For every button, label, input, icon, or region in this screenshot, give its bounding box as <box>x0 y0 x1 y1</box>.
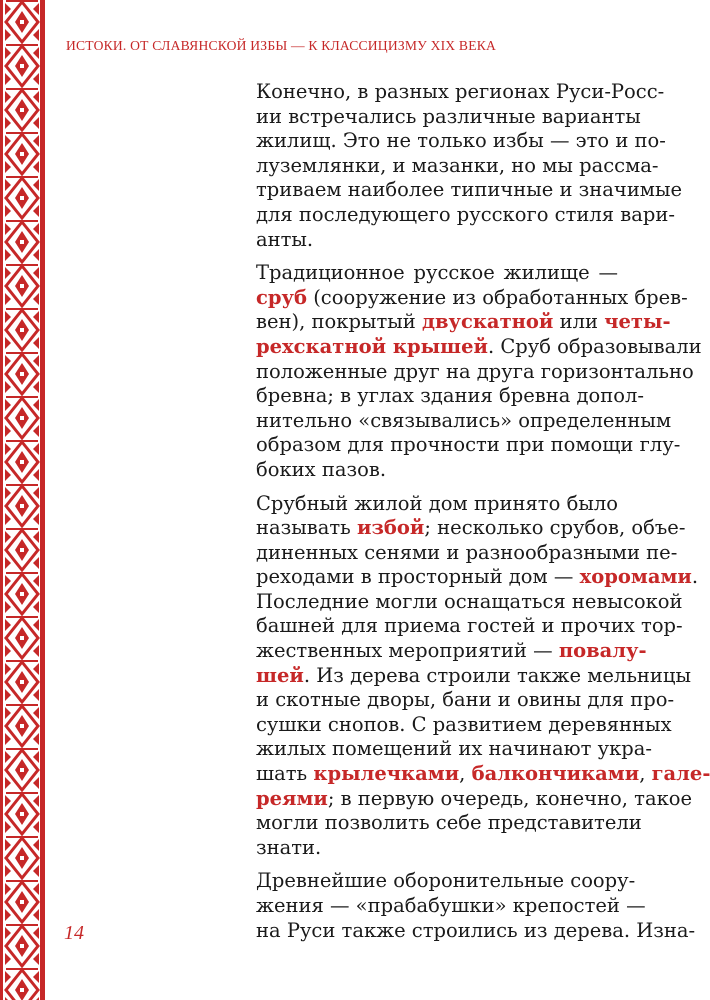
text-run: реходами в просторный дом — <box>256 565 580 589</box>
text-run: . Сруб образовывали <box>487 334 702 358</box>
text-line: образом для прочности при помощи глу- <box>256 433 681 457</box>
text-run: называть <box>256 516 357 540</box>
text-line: Древнейшие оборонительные соору- <box>256 869 636 893</box>
text-run: . Из дерева строили также мельницы <box>303 663 691 687</box>
term-highlight: четы- <box>604 310 671 334</box>
text-line <box>222 285 688 311</box>
text-line: для последующего русского стиля вари- <box>256 202 675 226</box>
text-line <box>222 663 691 689</box>
paragraph-3 <box>222 491 710 861</box>
slavic-embroidery-ornament-icon <box>0 0 46 1000</box>
text-line: жилищ. Это не только избы — это и по- <box>256 129 666 153</box>
text-line: могли позволить себе представители <box>256 811 642 835</box>
text-line: ии встречались различные варианты <box>256 104 641 128</box>
text-run: вен), покрытый <box>256 310 422 334</box>
text-line: нительно «связывались» определенным <box>256 408 672 432</box>
term-highlight: шей <box>256 663 304 687</box>
term-highlight: крылечками <box>313 762 460 786</box>
text-line <box>222 786 693 812</box>
term-highlight: сруб <box>256 285 307 309</box>
text-line: Срубный жилой дом принято было <box>256 491 618 515</box>
text-line: и скотные дворы, бани и овины для про- <box>256 688 675 712</box>
text-line: бревна; в углах здания бревна допол- <box>256 384 644 408</box>
text-run: . <box>691 565 699 589</box>
text-line <box>222 762 710 787</box>
term-highlight: двускатной <box>421 310 554 334</box>
text-line: жения — «прабабушки» крепостей — <box>256 894 646 917</box>
text-line: положенные друг на друга горизонтально <box>256 359 694 383</box>
text-line: жилых помещений их начинают укра- <box>256 737 652 761</box>
text-line <box>222 334 702 360</box>
text-line: Конечно, в разных регионах Руси-Росс- <box>256 80 665 103</box>
text-run: жественных мероприятий — <box>256 639 559 663</box>
term-highlight: гале- <box>651 762 710 786</box>
text-line: Последние могли оснащаться невысокой <box>256 589 683 613</box>
text-line <box>222 310 671 335</box>
term-highlight: хоромами <box>579 565 692 589</box>
term-highlight: реями <box>256 786 328 810</box>
text-line <box>222 565 699 590</box>
text-run: ; в первую очередь, конечно, такое <box>327 786 693 810</box>
body-text <box>222 80 710 952</box>
text-line: боких пазов. <box>256 457 387 481</box>
text-run: ; несколько срубов, объе- <box>424 516 686 540</box>
text-line: триваем наиболее типичные и значимые <box>256 178 683 202</box>
term-highlight: рехскатной крышей <box>256 334 488 358</box>
paragraph-4 <box>222 869 696 943</box>
text-line <box>222 639 647 664</box>
running-title: ИСТОКИ. ОТ СЛАВЯНСКОЙ ИЗБЫ — К КЛАССИЦИЗМУ XIX ВЕКА <box>66 38 496 53</box>
term-highlight: повалу- <box>558 639 647 663</box>
text-run: , <box>459 762 472 786</box>
paragraph-1 <box>222 80 683 252</box>
paragraph-2 <box>222 261 702 482</box>
text-run: или <box>553 310 605 334</box>
text-line <box>222 516 686 541</box>
text-line: диненных сенями и разнообразными пе- <box>256 540 678 564</box>
text-line: луземлянки, и мазанки, но мы рассма- <box>256 153 659 177</box>
text-run: (сооружение из обработанных брев- <box>307 285 688 309</box>
term-highlight: избой <box>357 516 425 540</box>
text-line: знати. <box>256 835 322 859</box>
text-line: Традиционное русское жилище — <box>256 261 618 285</box>
term-highlight: балкончиками <box>471 762 640 786</box>
text-line: на Руси также строились из дерева. Изна- <box>256 918 696 942</box>
text-run: , <box>639 762 652 786</box>
text-run: шать <box>256 762 314 786</box>
page-number: 14 <box>64 922 84 944</box>
text-line: сушки снопов. С развитием деревянных <box>256 712 672 736</box>
text-line: башней для приема гостей и прочих тор- <box>256 614 683 638</box>
text-line: анты. <box>256 227 314 251</box>
